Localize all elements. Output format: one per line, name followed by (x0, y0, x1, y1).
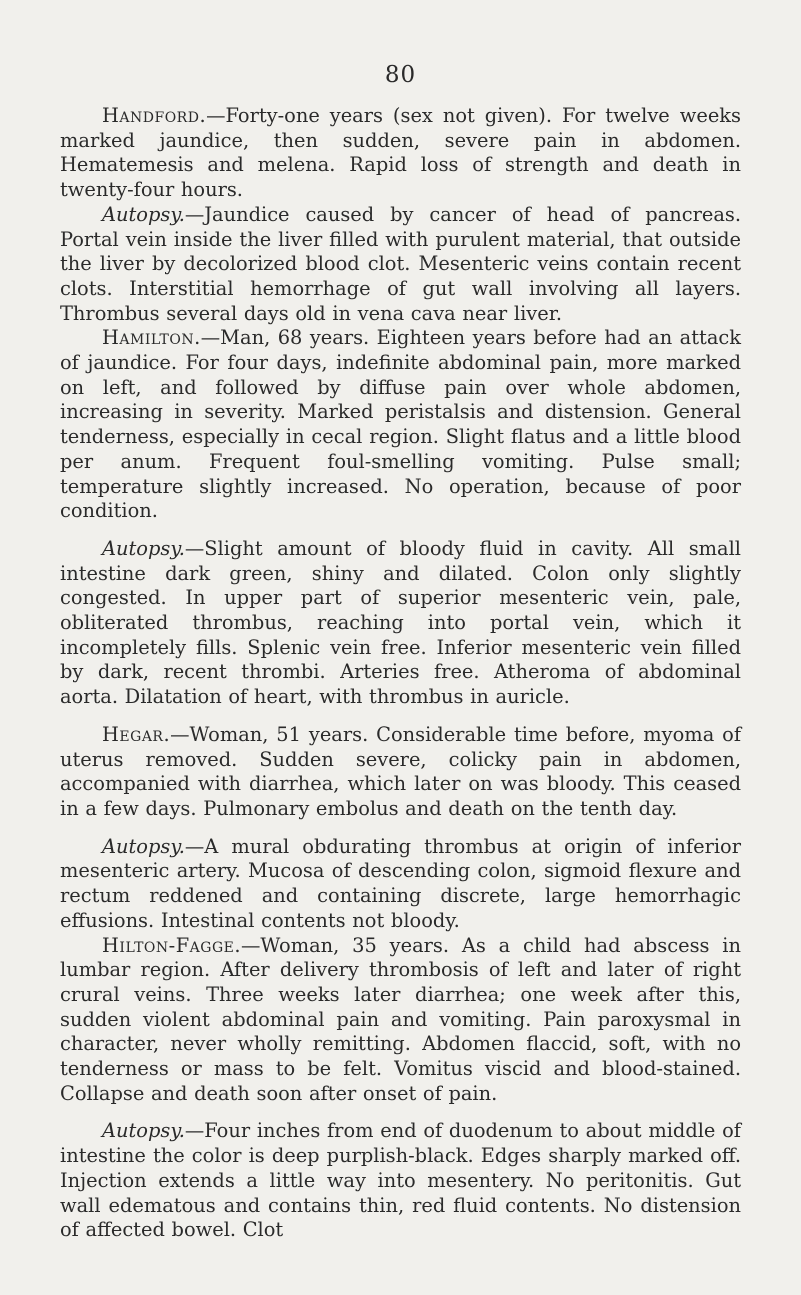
autopsy-heading: Autopsy. (102, 1119, 185, 1143)
case-hegar (60, 723, 741, 822)
paragraph-text: —Man, 68 years. Eighteen years before had an attack of jaundice. For four days, indefinite abdominal pain, more marked on left, and followed by diffuse pain over whole abdomen, increasing in severity. Marked peristalsis and distension. General tenderness, especially in cecal region. Slight flatus and a little blood per anum. Frequent foul-smelling vomiting. Pulse small; temperature slightly increased. No operation, because of poor condition. (60, 326, 741, 523)
case-handford (60, 104, 741, 203)
case-hamilton (60, 326, 741, 524)
case-name: Hilton-Fagge. (102, 933, 242, 957)
paragraph-text: —Woman, 35 years. As a child had abscess in lumbar region. After delivery thrombosis of left and later of right crural veins. Three weeks later diarrhea; one week after this, sudden violent abdominal pain and vomiting. Pain paroxysmal in character, never wholly remitting. Abdomen flaccid, soft, with no tenderness or mass to be felt. Vomitus viscid and blood-stained. Collapse and death soon after onset of pain. (60, 933, 741, 1105)
paragraph-text: —Jaundice caused by cancer of head of pancreas. Portal vein inside the liver filled with purulent material, that outside the liver by decolorized blood clot. Mesenteric veins contain recent clots. Interstitial hemorrhage of gut wall involving all layers. Thrombus several days old in vena cava near liver. (60, 202, 741, 325)
case-name: Hamilton. (102, 326, 201, 350)
autopsy-hegar (60, 835, 741, 934)
paragraph-text: —Woman, 51 years. Considerable time before, myoma of uterus removed. Sudden severe, colicky pain in abdomen, accompanied with diarrhea, which later on was bloody. This ceased in a few days. Pulmonary embolus and death on the tenth day. (60, 722, 741, 820)
autopsy-hamilton (60, 537, 741, 710)
case-name: Handford. (102, 104, 207, 127)
case-name: Hegar. (102, 722, 171, 746)
paragraph-text: —Forty-one years (sex not given). For twelve weeks marked jaundice, then sudden, severe pain in abdomen. Hematemesis and melena. Rapid loss of strength and death in twenty-four hours. (60, 104, 741, 202)
body-text (60, 104, 741, 1243)
autopsy-hilton-fagge (60, 1119, 741, 1243)
case-hilton-fagge (60, 934, 741, 1107)
page-number: 80 (384, 62, 417, 88)
paragraph-text: —A mural obdurating thrombus at origin of inferior mesenteric artery. Mucosa of descending colon, sigmoid flexure and rectum reddened and containing discrete, large hemorrhagic effusions. Intestinal contents not bloody. (60, 834, 741, 932)
autopsy-heading: Autopsy. (102, 536, 185, 560)
autopsy-heading: Autopsy. (102, 834, 185, 858)
autopsy-heading: Autopsy. (102, 202, 185, 226)
paragraph-text: —Slight amount of bloody fluid in cavity. All small intestine dark green, shiny and dilated. Colon only slightly congested. In upper part of superior mesenteric vein, pale, obliterated thrombus, reaching into portal vein, which it incompletely fills. Splenic vein free. Inferior mesenteric vein filled by dark, recent thrombi. Arteries free. Atheroma of abdominal aorta. Dilatation of heart, with thrombus in auricle. (60, 536, 741, 709)
paragraph-text: —Four inches from end of duodenum to about middle of intestine the color is deep purplish-black. Edges sharply marked off. Injection extends a little way into mesentery. No peritonitis. Gut wall edematous and contains thin, red fluid contents. No distension of affected bowel. Clot (60, 1119, 741, 1242)
autopsy-handford (60, 203, 741, 327)
